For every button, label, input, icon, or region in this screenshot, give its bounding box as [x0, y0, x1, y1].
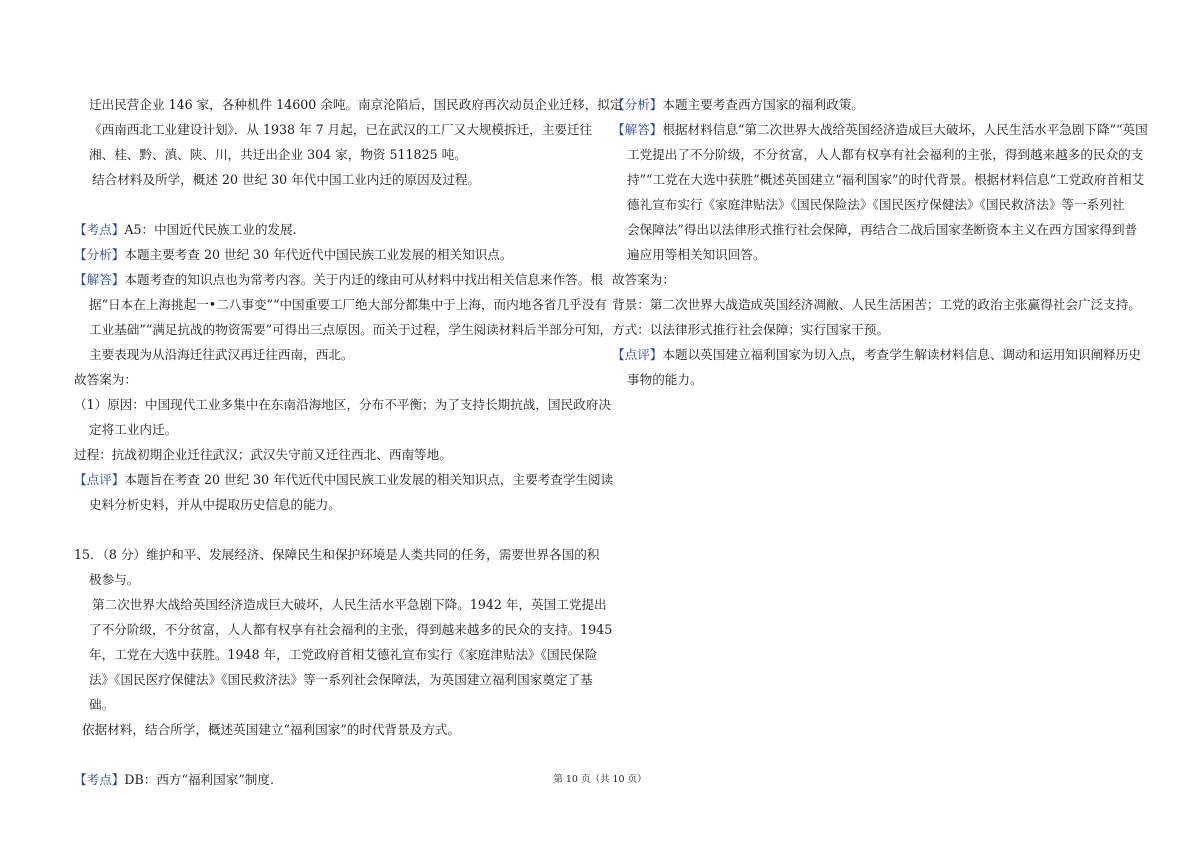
dianping-tag: 【点评】 — [612, 347, 663, 362]
q14-jieda-line: 工业基础”“满足抗战的物资需要”可得出三点原因。而关于过程，学生阅读材料后半部分可知， — [89, 322, 613, 337]
spacer — [74, 192, 594, 217]
kaodian-text: A5：中国近代民族工业的发展. — [124, 222, 297, 237]
q14-material-line: 湘、桂、黔、滇、陕、川，共迁出企业 304 家，物资 511825 吨。 — [89, 147, 467, 162]
q15-material-line: 年，工党在大选中获胜。1948 年，工党政府首相艾德礼宣布实行《家庭津贴法》《国民保险 — [89, 647, 598, 662]
q15-jieda-line: 持”“工党在大选中获胜”概述英国建立“福利国家”的时代背景。根据材料信息“工党政府首相艾 — [627, 172, 1145, 187]
q15-answer-way: 方式：以法律形式推行社会保障；实行国家干预。 — [612, 322, 890, 337]
q14-material-line: 《西南西北工业建设计划》．从 1938 年 7 月起，已在武汉的工厂又大规模拆迁，主要迁往 — [89, 122, 593, 137]
q14-answer-1: （1）原因：中国现代工业多集中在东南沿海地区，分布不平衡；为了支持长期抗战，国民政府决 — [74, 397, 611, 412]
dianping-text: 本题以英国建立福利国家为切入点，考查学生解读材料信息、调动和运用知识阐释历史 — [662, 347, 1141, 362]
kaodian-text: DB：西方“福利国家”制度. — [124, 772, 274, 787]
dianping-text: 本题旨在考查 20 世纪 30 年代近代中国民族工业发展的相关知识点，主要考查学生阅读 — [124, 472, 614, 487]
q14-answer-1-cont: 定将工业内迁。 — [89, 422, 178, 437]
q15-dianping-line: 事物的能力。 — [627, 372, 703, 387]
q15-fenxi — [612, 92, 1132, 117]
q14-kaodian — [74, 217, 594, 242]
q15-material-line: 第二次世界大战给英国经济造成巨大破坏，人民生活水平急剧下降。1942 年，英国工党提出 — [92, 597, 607, 612]
q15-material-line: 础。 — [89, 697, 115, 712]
q15-stem: 15．（8 分）维护和平、发展经济、保障民生和保护环境是人类共同的任务，需要世界各国的积 — [74, 547, 600, 562]
jieda-text: 本题考查的知识点也为常考内容。关于内迁的缘由可从材料中找出相关信息来作答。根 — [124, 272, 603, 287]
q14-jieda-line: 据“日本在上海挑起一•二八事变”“中国重要工厂绝大部分都集中于上海，而内地各省几乎没有 — [89, 297, 607, 312]
kaodian-tag: 【考点】 — [74, 222, 125, 237]
q15-answer-label: 故答案为： — [612, 272, 675, 287]
jieda-text: 根据材料信息“第二次世界大战给英国经济造成巨大破坏，人民生活水平急剧下降”“英国 — [662, 122, 1148, 137]
q15-jieda — [612, 117, 1148, 142]
fenxi-text: 本题主要考查 20 世纪 30 年代近代中国民族工业发展的相关知识点。 — [124, 247, 513, 262]
q14-fenxi — [74, 242, 594, 267]
spacer — [74, 742, 594, 767]
fenxi-tag: 【分析】 — [612, 97, 663, 112]
q14-dianping — [74, 467, 614, 492]
jieda-tag: 【解答】 — [612, 122, 663, 137]
q14-material-line: 迁出民营企业 146 家，各种机件 14600 余吨。南京沦陷后，国民政府再次动员企业迁移，拟定 — [89, 97, 623, 112]
q14-answer-2: 过程：抗战初期企业迁往武汉；武汉失守前又迁往西北、西南等地。 — [74, 447, 452, 462]
q14-jieda-line: 主要表现为从沿海迁往武汉再迁往西南，西北。 — [89, 347, 354, 362]
fenxi-text: 本题主要考查西方国家的福利政策。 — [662, 97, 864, 112]
q15-dianping — [612, 342, 1141, 367]
spacer — [74, 517, 594, 542]
dianping-tag: 【点评】 — [74, 472, 125, 487]
q15-material-line: 了不分阶级，不分贫富，人人都有权享有社会福利的主张，得到越来越多的民众的支持。1945 — [89, 622, 613, 637]
q14-answer-label: 故答案为： — [74, 372, 137, 387]
kaodian-tag: 【考点】 — [74, 772, 125, 787]
q15-prompt: 依据材料，结合所学，概述英国建立“福利国家”的时代背景及方式。 — [82, 722, 461, 737]
jieda-tag: 【解答】 — [74, 272, 125, 287]
q14-dianping-line: 史料分析史料，并从中提取历史信息的能力。 — [89, 497, 341, 512]
page-footer: 第 10 页（共 10 页） — [553, 774, 647, 785]
fenxi-tag: 【分析】 — [74, 247, 125, 262]
q15-jieda-line: 会保障法”得出以法律形式推行社会保障，再结合二战后国家垄断资本主义在西方国家得到普 — [627, 222, 1138, 237]
q15-answer-background: 背景：第二次世界大战造成英国经济凋敝、人民生活困苦；工党的政治主张赢得社会广泛支持。 — [612, 297, 1141, 312]
q15-stem-line: 极参与。 — [89, 572, 140, 587]
q15-material-line: 法》《国民医疗保健法》《国民救济法》等一系列社会保障法，为英国建立福利国家奠定了基 — [89, 672, 593, 687]
q15-jieda-line: 德礼宣布实行《家庭津贴法》《国民保险法》《国民医疗保健法》《国民救济法》等一系列社 — [627, 197, 1125, 212]
q15-jieda-line: 遍应用等相关知识回答。 — [627, 247, 766, 262]
q14-prompt: 结合材料及所学，概述 20 世纪 30 年代中国工业内迁的原因及过程。 — [92, 172, 481, 187]
right-column — [612, 92, 1148, 392]
q14-jieda — [74, 267, 603, 292]
q15-jieda-line: 工党提出了不分阶级，不分贫富，人人都有权享有社会福利的主张，得到越来越多的民众的支 — [627, 147, 1144, 162]
